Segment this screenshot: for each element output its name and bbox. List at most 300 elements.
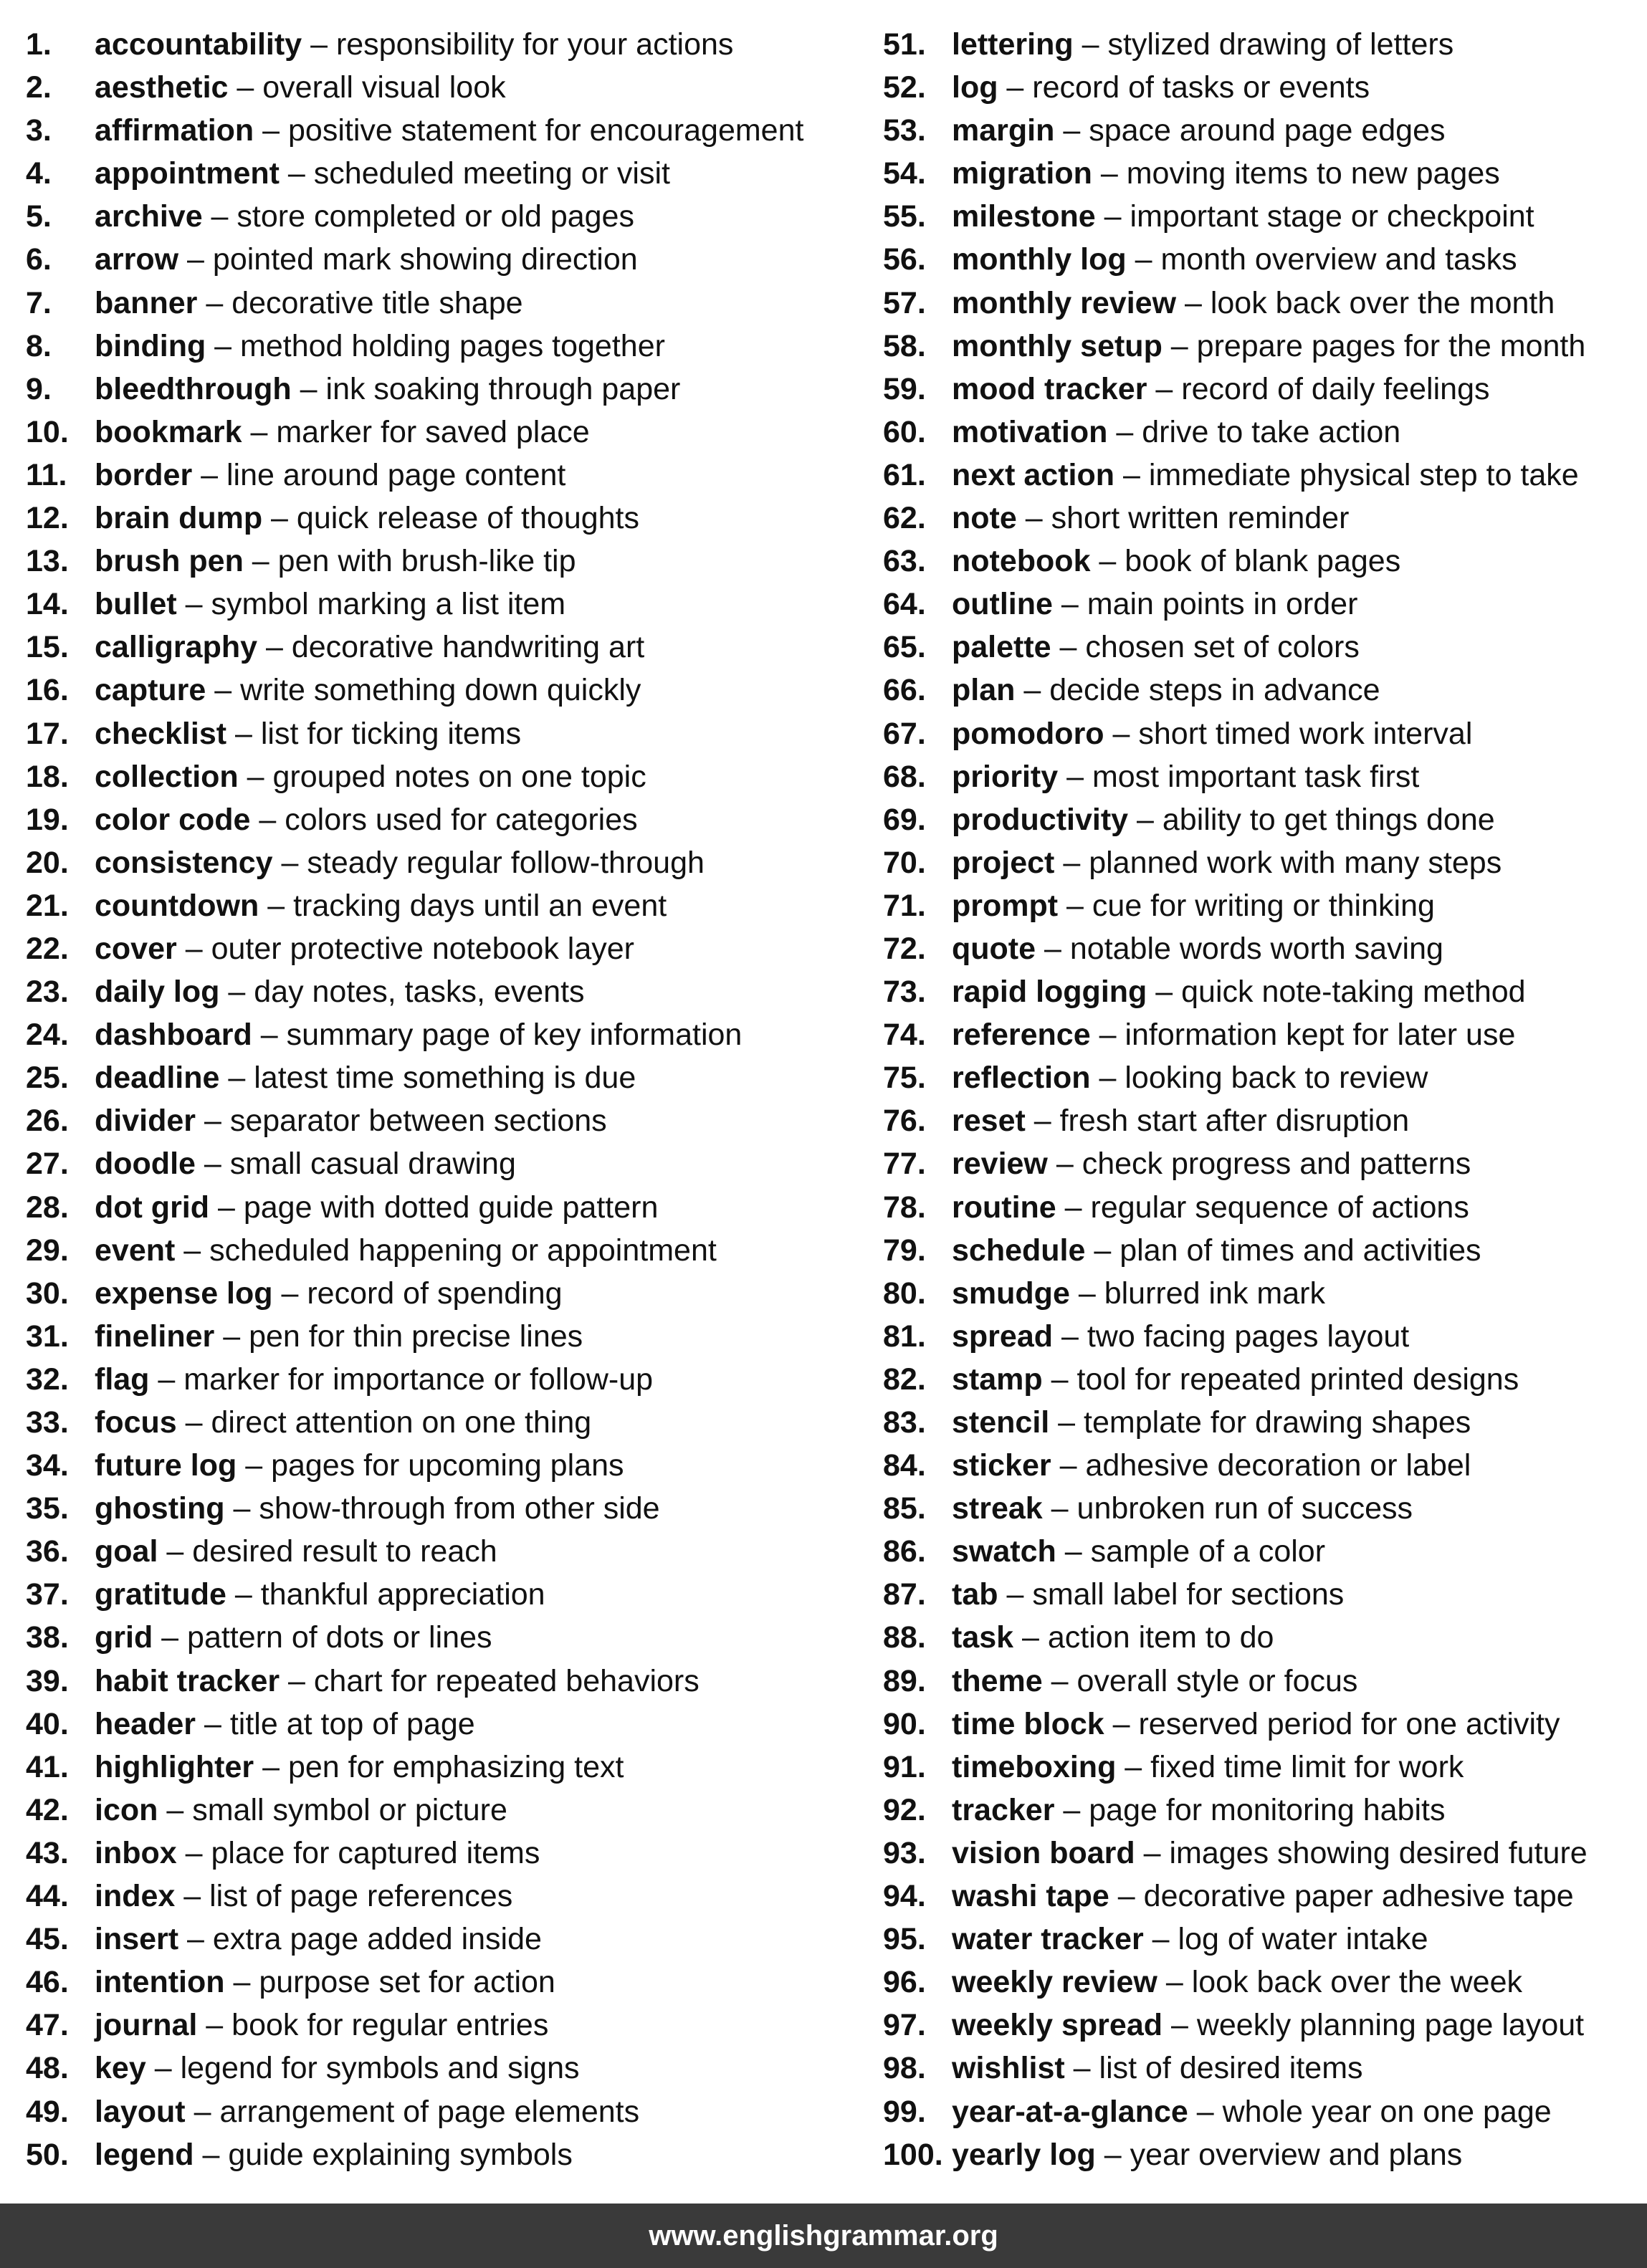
- term-column-left: [26, 23, 857, 2176]
- term-word: aesthetic: [95, 70, 229, 105]
- term-definition: look back over the week: [1191, 1965, 1522, 2000]
- term-definition: ability to get things done: [1162, 802, 1495, 837]
- term-definition: pointed mark showing direction: [212, 242, 638, 277]
- term-definition: list of page references: [209, 1879, 513, 1914]
- term-definition: whole year on one page: [1222, 2094, 1552, 2129]
- term-entry: [95, 841, 705, 884]
- term-entry: [95, 583, 565, 626]
- term-word: migration: [952, 156, 1092, 191]
- term-definition: regular sequence of actions: [1090, 1190, 1469, 1225]
- term-item: [883, 1961, 1643, 2004]
- term-dash: –: [1090, 1061, 1125, 1096]
- term-word: year-at-a-glance: [952, 2094, 1188, 2129]
- term-definition: overall style or focus: [1076, 1663, 1358, 1698]
- term-dash: –: [1051, 630, 1086, 665]
- term-definition: place for captured items: [211, 1835, 540, 1870]
- term-item: [883, 282, 1643, 325]
- term-number: 62.: [883, 501, 926, 536]
- term-word: binding: [95, 328, 206, 363]
- term-number: 31.: [26, 1319, 69, 1354]
- term-entry: [952, 195, 1534, 238]
- term-definition: short timed work interval: [1138, 716, 1473, 751]
- term-entry: [95, 1315, 583, 1358]
- term-dash: –: [1054, 113, 1089, 148]
- term-number: 33.: [26, 1405, 69, 1440]
- footer-bar: [0, 2204, 1647, 2268]
- term-dash: –: [197, 285, 232, 320]
- term-entry: [952, 927, 1443, 970]
- term-dash: –: [1163, 2008, 1197, 2043]
- term-number: 82.: [883, 1362, 926, 1397]
- term-definition: log of water intake: [1178, 1922, 1428, 1957]
- term-dash: –: [272, 845, 307, 880]
- term-definition: title at top of page: [229, 1706, 475, 1741]
- term-entry: [952, 1961, 1522, 2004]
- term-word: reset: [952, 1104, 1026, 1139]
- term-number: 3.: [26, 113, 52, 148]
- term-word: dot grid: [95, 1190, 210, 1225]
- term-entry: [952, 970, 1526, 1013]
- term-dash: –: [254, 1749, 288, 1784]
- term-item: [883, 497, 1643, 540]
- term-number: 28.: [26, 1190, 69, 1225]
- term-number: 47.: [26, 2008, 69, 2043]
- term-number: 17.: [26, 716, 69, 751]
- term-dash: –: [194, 2137, 229, 2172]
- term-word: rapid logging: [952, 975, 1147, 1010]
- term-entry: [95, 1358, 653, 1401]
- term-word: margin: [952, 113, 1055, 148]
- term-item: [26, 1961, 857, 2004]
- term-dash: –: [176, 587, 211, 622]
- term-word: icon: [95, 1792, 158, 1827]
- term-dash: –: [259, 888, 294, 923]
- term-number: 18.: [26, 759, 69, 794]
- term-entry: [95, 1875, 512, 1918]
- term-item: [26, 1186, 857, 1229]
- term-definition: decorative handwriting art: [291, 630, 645, 665]
- term-word: swatch: [952, 1534, 1056, 1569]
- term-item: [26, 152, 857, 195]
- term-item: [883, 884, 1643, 927]
- term-word: sticker: [952, 1448, 1051, 1483]
- term-item: [883, 1401, 1643, 1444]
- term-item: [26, 1746, 857, 1789]
- term-item: [883, 1530, 1643, 1573]
- term-entry: [952, 454, 1579, 497]
- term-dash: –: [1013, 1620, 1048, 1655]
- term-definition: overall visual look: [262, 70, 506, 105]
- term-number: 73.: [883, 975, 926, 1010]
- term-word: deadline: [95, 1061, 220, 1096]
- term-word: productivity: [952, 802, 1129, 837]
- term-item: [883, 841, 1643, 884]
- term-item: [26, 1789, 857, 1832]
- term-dash: –: [1054, 1792, 1089, 1827]
- term-word: brush pen: [95, 544, 244, 579]
- term-dash: –: [238, 759, 273, 794]
- term-item: [26, 927, 857, 970]
- term-word: accountability: [95, 27, 302, 62]
- term-word: priority: [952, 759, 1059, 794]
- term-dash: –: [224, 1965, 259, 2000]
- term-definition: list of desired items: [1099, 2051, 1363, 2086]
- term-entry: [952, 411, 1400, 454]
- term-entry: [95, 1186, 658, 1229]
- term-item: [26, 1530, 857, 1573]
- term-number: 86.: [883, 1534, 926, 1569]
- term-number: 16.: [26, 673, 69, 708]
- term-item: [26, 1401, 857, 1444]
- term-number: 5.: [26, 199, 52, 234]
- term-entry: [952, 841, 1502, 884]
- term-definition: most important task first: [1092, 759, 1420, 794]
- website-url[interactable]: www.englishgrammar.org: [649, 2219, 998, 2252]
- term-dash: –: [257, 630, 292, 665]
- term-definition: legend for symbols and signs: [180, 2051, 580, 2086]
- term-entry: [95, 2047, 579, 2090]
- term-definition: page with dotted guide pattern: [243, 1190, 659, 1225]
- term-dash: –: [228, 70, 263, 105]
- term-entry: [952, 1487, 1413, 1530]
- term-definition: check progress and patterns: [1082, 1147, 1471, 1182]
- term-dash: –: [1176, 285, 1211, 320]
- term-item: [26, 1875, 857, 1918]
- term-entry: [952, 282, 1555, 325]
- term-entry: [952, 1099, 1409, 1142]
- term-definition: notable words worth saving: [1069, 931, 1443, 966]
- term-dash: –: [158, 1792, 193, 1827]
- term-definition: pen for thin precise lines: [249, 1319, 583, 1354]
- term-number: 64.: [883, 587, 926, 622]
- term-entry: [95, 109, 803, 152]
- term-item: [26, 238, 857, 281]
- term-dash: –: [1015, 673, 1050, 708]
- term-word: bullet: [95, 587, 177, 622]
- term-number: 68.: [883, 759, 926, 794]
- term-number: 45.: [26, 1922, 69, 1957]
- term-number: 23.: [26, 975, 69, 1010]
- term-definition: record of daily feelings: [1181, 371, 1490, 406]
- term-item: [883, 2047, 1643, 2090]
- term-item: [883, 970, 1643, 1013]
- term-entry: [952, 1832, 1588, 1875]
- term-entry: [952, 1444, 1471, 1487]
- term-word: next action: [952, 457, 1114, 492]
- term-dash: –: [206, 328, 241, 363]
- term-number: 70.: [883, 845, 926, 880]
- term-entry: [95, 368, 680, 411]
- term-number: 37.: [26, 1577, 69, 1612]
- term-number: 39.: [26, 1663, 69, 1698]
- term-number: 65.: [883, 630, 926, 665]
- term-definition: responsibility for your actions: [335, 27, 734, 62]
- term-item: [883, 1487, 1643, 1530]
- term-item: [883, 1229, 1643, 1272]
- term-number: 6.: [26, 242, 52, 277]
- term-definition: template for drawing shapes: [1084, 1405, 1471, 1440]
- term-dash: –: [202, 199, 237, 234]
- term-word: review: [952, 1147, 1048, 1182]
- term-word: future log: [95, 1448, 237, 1483]
- term-word: ghosting: [95, 1491, 225, 1526]
- term-item: [26, 583, 857, 626]
- term-dash: –: [1042, 1663, 1077, 1698]
- term-number: 1.: [26, 27, 52, 62]
- term-item: [26, 1444, 857, 1487]
- term-item: [26, 411, 857, 454]
- term-word: bookmark: [95, 414, 242, 449]
- term-entry: [952, 669, 1380, 712]
- term-entry: [95, 1789, 507, 1832]
- term-definition: chart for repeated behaviors: [313, 1663, 700, 1698]
- term-item: [883, 626, 1643, 669]
- term-dash: –: [1188, 2094, 1223, 2129]
- term-word: color code: [95, 802, 251, 837]
- term-number: 69.: [883, 802, 926, 837]
- term-dash: –: [1056, 1190, 1091, 1225]
- term-dash: –: [196, 1104, 230, 1139]
- term-dash: –: [176, 931, 211, 966]
- term-definition: quick release of thoughts: [296, 501, 640, 536]
- term-word: habit tracker: [95, 1663, 280, 1698]
- term-item: [26, 1358, 857, 1401]
- term-number: 2.: [26, 70, 52, 105]
- term-number: 88.: [883, 1620, 926, 1655]
- term-entry: [95, 1229, 717, 1272]
- term-item: [883, 540, 1643, 583]
- term-word: pomodoro: [952, 716, 1104, 751]
- term-word: lettering: [952, 27, 1074, 62]
- term-dash: –: [1047, 1147, 1082, 1182]
- term-entry: [95, 1487, 660, 1530]
- term-dash: –: [1053, 1319, 1087, 1354]
- term-dash: –: [1116, 1749, 1151, 1784]
- term-entry: [95, 540, 576, 583]
- term-definition: line around page content: [226, 457, 566, 492]
- term-word: key: [95, 2051, 146, 2086]
- term-number: 52.: [883, 70, 926, 105]
- term-word: wishlist: [952, 2051, 1065, 2086]
- term-entry: [952, 540, 1400, 583]
- term-dash: –: [1090, 544, 1125, 579]
- term-entry: [95, 798, 638, 841]
- term-word: plan: [952, 673, 1016, 708]
- term-word: stencil: [952, 1405, 1050, 1440]
- term-definition: marker for importance or follow-up: [183, 1362, 654, 1397]
- term-item: [26, 1832, 857, 1875]
- term-dash: –: [197, 2008, 232, 2043]
- term-dash: –: [1056, 1534, 1091, 1569]
- term-number: 75.: [883, 1061, 926, 1096]
- term-definition: decorative paper adhesive tape: [1143, 1879, 1574, 1914]
- term-dash: –: [1025, 1104, 1060, 1139]
- term-definition: scheduled happening or appointment: [209, 1233, 717, 1268]
- term-dash: –: [209, 1190, 244, 1225]
- term-entry: [952, 1315, 1409, 1358]
- term-number: 27.: [26, 1147, 69, 1182]
- term-definition: thankful appreciation: [260, 1577, 545, 1612]
- term-item: [26, 1056, 857, 1099]
- term-dash: –: [1064, 2051, 1099, 2086]
- term-definition: latest time something is due: [254, 1061, 636, 1096]
- term-number: 43.: [26, 1835, 69, 1870]
- term-dash: –: [1104, 716, 1139, 751]
- term-word: expense log: [95, 1276, 273, 1311]
- term-entry: [95, 1444, 624, 1487]
- term-definition: small label for sections: [1032, 1577, 1345, 1612]
- term-number: 72.: [883, 931, 926, 966]
- term-definition: decorative title shape: [231, 285, 523, 320]
- term-item: [883, 927, 1643, 970]
- term-dash: –: [280, 1663, 314, 1698]
- term-word: schedule: [952, 1233, 1086, 1268]
- term-definition: book of blank pages: [1125, 544, 1401, 579]
- term-word: border: [95, 457, 193, 492]
- term-number: 53.: [883, 113, 926, 148]
- term-entry: [95, 669, 641, 712]
- term-definition: two facing pages layout: [1087, 1319, 1410, 1354]
- term-entry: [952, 2090, 1552, 2133]
- term-dash: –: [219, 1061, 254, 1096]
- term-word: gratitude: [95, 1577, 226, 1612]
- term-number: 29.: [26, 1233, 69, 1268]
- term-item: [26, 1315, 857, 1358]
- term-definition: outer protective notebook layer: [211, 931, 634, 966]
- term-item: [883, 152, 1643, 195]
- term-number: 32.: [26, 1362, 69, 1397]
- term-item: [883, 2090, 1643, 2133]
- term-dash: –: [1162, 328, 1197, 363]
- term-entry: [95, 1961, 555, 2004]
- term-dash: –: [262, 501, 297, 536]
- term-number: 20.: [26, 845, 69, 880]
- term-number: 61.: [883, 457, 926, 492]
- term-word: consistency: [95, 845, 273, 880]
- term-item: [26, 1229, 857, 1272]
- term-item: [883, 1315, 1643, 1358]
- term-word: index: [95, 1879, 176, 1914]
- term-entry: [95, 1616, 492, 1659]
- term-definition: month overview and tasks: [1160, 242, 1517, 277]
- term-number: 51.: [883, 27, 926, 62]
- term-item: [883, 755, 1643, 798]
- term-dash: –: [1016, 501, 1051, 536]
- term-item: [26, 2047, 857, 2090]
- term-word: bleedthrough: [95, 371, 292, 406]
- term-number: 26.: [26, 1104, 69, 1139]
- term-number: 95.: [883, 1922, 926, 1957]
- term-definition: main points in order: [1087, 587, 1358, 622]
- term-entry: [95, 195, 634, 238]
- term-word: yearly log: [952, 2137, 1096, 2172]
- term-entry: [952, 368, 1489, 411]
- term-definition: planned work with many steps: [1089, 845, 1502, 880]
- term-entry: [952, 1401, 1471, 1444]
- term-number: 48.: [26, 2051, 69, 2086]
- term-dash: –: [1157, 1965, 1192, 2000]
- term-item: [883, 1875, 1643, 1918]
- term-definition: drive to take action: [1142, 414, 1401, 449]
- term-number: 80.: [883, 1276, 926, 1311]
- term-entry: [95, 1401, 591, 1444]
- term-entry: [952, 1918, 1428, 1961]
- term-number: 74.: [883, 1018, 926, 1053]
- term-definition: record of spending: [307, 1276, 563, 1311]
- term-dash: –: [175, 1233, 210, 1268]
- term-entry: [952, 1530, 1325, 1573]
- term-number: 77.: [883, 1147, 926, 1182]
- term-word: streak: [952, 1491, 1043, 1526]
- term-definition: store completed or old pages: [237, 199, 634, 234]
- term-number: 84.: [883, 1448, 926, 1483]
- term-dash: –: [185, 2094, 220, 2129]
- term-column-right: [883, 23, 1643, 2176]
- term-dash: –: [998, 1577, 1033, 1612]
- term-dash: –: [176, 1835, 211, 1870]
- term-item: [26, 884, 857, 927]
- term-number: 24.: [26, 1018, 69, 1053]
- term-definition: important stage or checkpoint: [1130, 199, 1534, 234]
- term-entry: [952, 325, 1585, 368]
- term-definition: stylized drawing of letters: [1107, 27, 1454, 62]
- term-entry: [95, 626, 644, 669]
- term-item: [883, 1616, 1643, 1659]
- term-entry: [952, 884, 1435, 927]
- term-item: [26, 454, 857, 497]
- term-entry: [95, 411, 590, 454]
- term-entry: [952, 1616, 1274, 1659]
- term-number: 19.: [26, 802, 69, 837]
- term-entry: [95, 1918, 542, 1961]
- term-entry: [952, 109, 1445, 152]
- term-dash: –: [1147, 975, 1182, 1010]
- term-item: [26, 1099, 857, 1142]
- term-word: fineliner: [95, 1319, 215, 1354]
- term-word: weekly review: [952, 1965, 1157, 2000]
- term-word: tracker: [952, 1792, 1055, 1827]
- term-dash: –: [1114, 457, 1149, 492]
- term-item: [883, 1272, 1643, 1315]
- term-dash: –: [1042, 1362, 1077, 1397]
- term-word: brain dump: [95, 501, 263, 536]
- term-entry: [95, 1530, 497, 1573]
- term-definition: page for monitoring habits: [1089, 1792, 1446, 1827]
- term-item: [26, 1616, 857, 1659]
- term-entry: [952, 152, 1500, 195]
- term-number: 40.: [26, 1706, 69, 1741]
- term-word: prompt: [952, 888, 1059, 923]
- term-item: [883, 2004, 1643, 2047]
- term-word: monthly log: [952, 242, 1127, 277]
- term-number: 10.: [26, 414, 69, 449]
- term-entry: [95, 1703, 475, 1746]
- term-definition: method holding pages together: [240, 328, 665, 363]
- term-number: 25.: [26, 1061, 69, 1096]
- term-entry: [95, 1746, 624, 1789]
- term-item: [26, 66, 857, 109]
- term-word: water tracker: [952, 1922, 1144, 1957]
- term-dash: –: [158, 1534, 193, 1569]
- term-dash: –: [1095, 199, 1130, 234]
- term-item: [883, 1789, 1643, 1832]
- term-entry: [95, 927, 634, 970]
- term-word: log: [952, 70, 998, 105]
- term-entry: [952, 2133, 1462, 2176]
- term-dash: –: [279, 156, 314, 191]
- term-definition: reserved period for one activity: [1138, 1706, 1560, 1741]
- term-definition: day notes, tasks, events: [254, 975, 585, 1010]
